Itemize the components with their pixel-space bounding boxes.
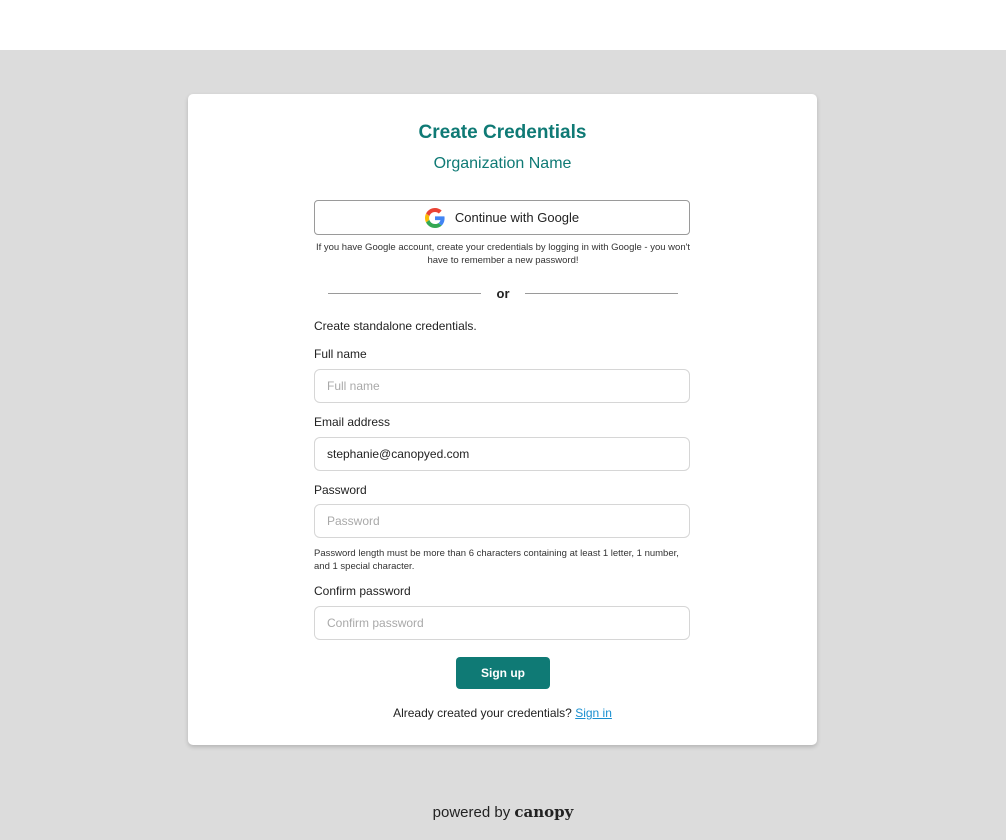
signup-card (188, 94, 817, 745)
full-name-input[interactable] (314, 369, 690, 403)
password-input[interactable] (314, 504, 690, 538)
standalone-intro: Create standalone credentials. (314, 319, 477, 333)
confirm-password-input[interactable] (314, 606, 690, 640)
page-background (0, 50, 1006, 840)
full-name-label: Full name (314, 347, 367, 361)
powered-by-footer (0, 803, 1006, 821)
or-divider (328, 286, 678, 301)
sign-up-button[interactable]: Sign up (456, 657, 550, 689)
powered-by-text: powered by (432, 804, 511, 821)
continue-with-google-button[interactable] (314, 200, 690, 235)
divider-line-right (525, 293, 678, 294)
page-title: Create Credentials (418, 122, 587, 143)
email-label: Email address (314, 415, 391, 429)
canopy-logo: canopy (514, 803, 574, 821)
google-help-text: If you have Google account, create your credentials by logging in with Google - you won't have to remember a new password! (315, 242, 691, 266)
signin-prompt-row (188, 706, 817, 720)
sign-in-link[interactable]: Sign in (575, 706, 612, 720)
password-requirements: Password length must be more than 6 characters containing at least 1 letter, 1 number, and 1 special character. (314, 548, 679, 572)
divider-label: or (496, 286, 510, 301)
confirm-password-label: Confirm password (314, 584, 411, 598)
google-g-icon (425, 208, 445, 228)
top-strip (0, 0, 1006, 50)
password-label: Password (314, 483, 367, 497)
organization-name: Organization Name (433, 155, 572, 172)
google-button-label: Continue with Google (454, 210, 580, 225)
divider-line-left (328, 293, 481, 294)
email-input[interactable] (314, 437, 690, 471)
signin-prompt: Already created your credentials? (393, 706, 572, 720)
